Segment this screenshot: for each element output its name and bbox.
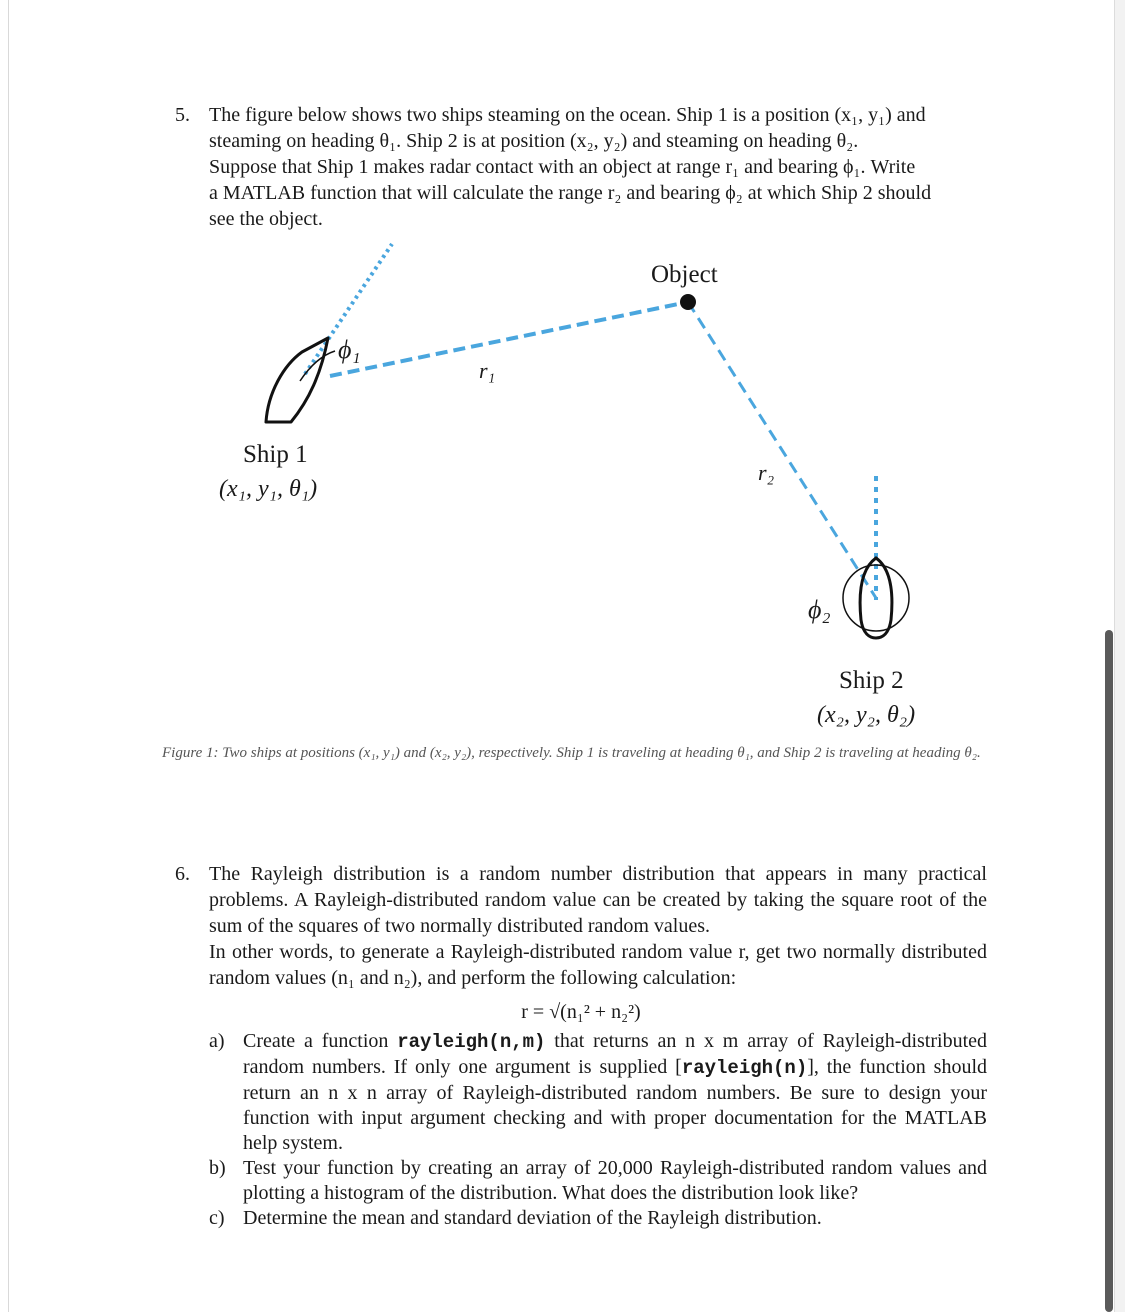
ship1-icon <box>266 338 328 422</box>
subquestion-c-label: c) <box>209 1207 225 1229</box>
figure-caption: Figure 1: Two ships at positions (x₁, y₁) and (x₂, y₂), respectively. Ship 1 is traveling at heading θ₁, and Ship 2 is traveling at heading θ₂. <box>162 745 981 761</box>
ship1-coords: (x₁, y₁, θ₁) <box>219 476 318 502</box>
r1-label: r₁ <box>479 358 496 383</box>
problem-6-text <box>209 861 987 991</box>
ship2-name: Ship 2 <box>839 667 904 694</box>
ship2-coords: (x₂, y₂, θ₂) <box>817 702 916 728</box>
problem-5-line: a MATLAB function that will calculate the range r₂ and bearing ϕ₂ at which Ship 2 should <box>209 182 932 204</box>
subquestion-a <box>209 1029 987 1156</box>
subquestion-a-text: that returns an n x m array of Rayleigh-distributed random numbers. If only one argument is supplied [ <box>243 1030 987 1078</box>
problem-6-para2: In other words, to generate a Rayleigh-distributed random value r, get two normally distributed random values (n₁ and n₂), and perform the following calculation: <box>209 941 987 989</box>
subquestion-list <box>209 1029 987 1231</box>
subquestion-b <box>209 1156 987 1206</box>
problem-5-number: 5. <box>175 104 190 126</box>
subquestion-b-label: b) <box>209 1157 226 1179</box>
problem-6-para1: The Rayleigh distribution is a random number distribution that appears in many practical problems. A Rayleigh-distributed random value can be created by taking the square root of the sum of the squares of two normally distributed random values. <box>209 863 987 937</box>
object-marker <box>680 294 696 310</box>
object-label: Object <box>651 261 718 288</box>
phi1-label: ϕ₁ <box>338 335 361 364</box>
rayleigh-nm-code: rayleigh(n,m) <box>397 1031 546 1053</box>
subquestion-c-text: Determine the mean and standard deviation of the Rayleigh distribution. <box>243 1207 822 1229</box>
problem-6-number: 6. <box>175 863 190 885</box>
r1-range-line <box>330 302 688 376</box>
subquestion-a-label: a) <box>209 1030 225 1052</box>
problem-6 <box>175 861 987 1231</box>
problem-5-line: Suppose that Ship 1 makes radar contact with an object at range r₁ and bearing ϕ₁. Write <box>209 156 916 178</box>
rayleigh-formula: r = √(n₁² + n₂²) <box>521 1001 641 1023</box>
r2-label: r₂ <box>758 460 775 485</box>
problem-5-line: steaming on heading θ₁. Ship 2 is at position (x₂, y₂) and steaming on heading θ₂. <box>209 130 859 152</box>
subquestion-c <box>209 1206 987 1231</box>
problem-5-line: see the object. <box>209 208 323 230</box>
subquestion-b-text: Test your function by creating an array of 20,000 Rayleigh-distributed random values and plotting a histogram of the distribution. What does the distribution look like? <box>243 1157 987 1204</box>
rayleigh-n-code: rayleigh(n) <box>681 1057 808 1079</box>
subquestion-a-text: Create a function <box>243 1030 398 1052</box>
problem-5-line: The figure below shows two ships steaming on the ocean. Ship 1 is a position (x₁, y₁) and <box>209 104 926 126</box>
r2-range-line <box>688 302 876 598</box>
phi2-label: ϕ₂ <box>808 595 831 624</box>
ship1-name: Ship 1 <box>243 441 308 468</box>
subquestion-a-text: ], the function should return an n x n array of Rayleigh-distributed random numbers. Be sure to design your function with input argument checking and with proper documentation for the MATLAB help system. <box>243 1056 987 1154</box>
